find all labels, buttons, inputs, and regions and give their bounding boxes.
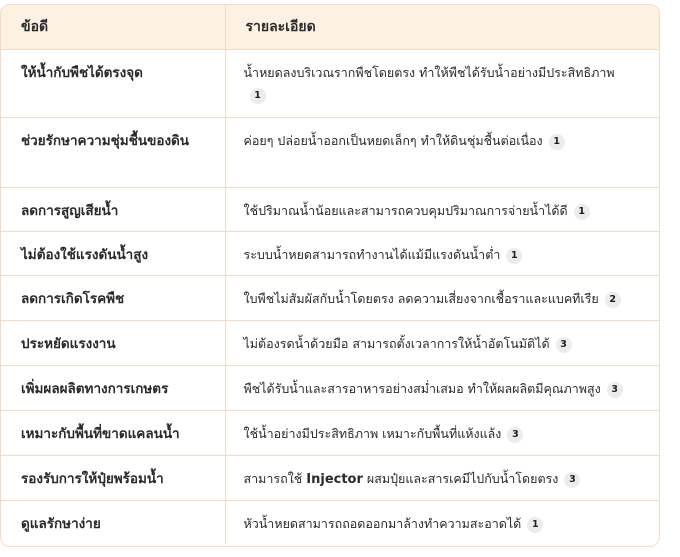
table-row xyxy=(1,117,659,187)
row-detail xyxy=(225,455,659,500)
row-detail-text: หัวน้ำหยดสามารถถอดออกมาล้างทำความสะอาดได้ xyxy=(243,515,522,531)
table-row xyxy=(1,410,659,455)
column-header-detail: รายละเอียด xyxy=(225,5,659,49)
row-detail-text: พืชได้รับน้ำและสารอาหารอย่างสม่ำเสมอ ทำให้ผลผลิตมีคุณภาพสูง xyxy=(243,380,601,396)
citation-badge[interactable]: 2 xyxy=(605,292,621,308)
row-detail xyxy=(225,275,659,320)
table-row xyxy=(1,187,659,231)
row-topic: เพิ่มผลผลิตทางการเกษตร xyxy=(1,365,225,410)
row-detail-prefix: สามารถใช้ xyxy=(243,470,303,486)
row-detail-text: ค่อยๆ ปล่อยน้ำออกเป็นหยดเล็กๆ ทำให้ดินชุ่มชื้นต่อเนื่อง xyxy=(243,132,543,148)
table-header-row xyxy=(1,5,659,49)
citation-badge[interactable]: 3 xyxy=(556,337,572,353)
citation-badge[interactable]: 3 xyxy=(607,382,623,398)
row-detail-text: ไม่ต้องรดน้ำด้วยมือ สามารถตั้งเวลาการให้น้ำอัตโนมัติได้ xyxy=(243,335,550,351)
row-detail-text: ใช้น้ำอย่างมีประสิทธิภาพ เหมาะกับพื้นที่แห้งแล้ง xyxy=(243,425,502,441)
row-topic: ลดการเกิดโรคพืช xyxy=(1,275,225,320)
advantages-table xyxy=(0,4,660,547)
row-detail-text: น้ำหยดลงบริเวณรากพืชโดยตรง ทำให้พืชได้รับน้ำอย่างมีประสิทธิภาพ xyxy=(243,64,615,80)
table-row xyxy=(1,320,659,365)
table-row xyxy=(1,231,659,275)
table-row xyxy=(1,365,659,410)
row-topic: ดูแลรักษาง่าย xyxy=(21,515,101,532)
row-detail-text: ใบพืชไม่สัมผัสกับน้ำโดยตรง ลดความเสี่ยงจากเชื้อราและแบคทีเรีย xyxy=(243,290,599,306)
table-row xyxy=(1,455,659,500)
row-detail-text: ระบบน้ำหยดสามารถทำงานได้แม้มีแรงดันน้ำต่ำ xyxy=(243,246,501,262)
table-row xyxy=(1,500,659,544)
row-detail xyxy=(225,231,659,275)
row-detail-text: ใช้ปริมาณน้ำน้อยและสามารถควบคุมปริมาณการจ่ายน้ำได้ดี xyxy=(243,202,568,218)
row-detail xyxy=(225,365,659,410)
row-topic: รองรับการให้ปุ๋ยพร้อมน้ำ xyxy=(1,455,225,500)
citation-badge[interactable]: 1 xyxy=(506,248,522,264)
column-header-topic: ข้อดี xyxy=(1,5,225,49)
row-topic: ไม่ต้องใช้แรงดันน้ำสูง xyxy=(1,231,225,275)
citation-badge[interactable]: 1 xyxy=(574,204,590,220)
row-detail xyxy=(225,117,659,187)
row-topic: ลดการสูญเสียน้ำ xyxy=(1,187,225,231)
citation-badge[interactable]: 1 xyxy=(527,517,543,533)
row-detail-suffix: ผสมปุ๋ยและสารเคมีไปกับน้ำโดยตรง xyxy=(366,470,559,486)
row-topic: ช่วยรักษาความชุ่มชื้นของดิน xyxy=(1,117,225,187)
table-row xyxy=(1,49,659,117)
citation-badge[interactable]: 3 xyxy=(564,472,580,488)
advantages-table-grid xyxy=(1,5,659,544)
row-topic: เหมาะกับพื้นที่ขาดแคลนน้ำ xyxy=(1,410,225,455)
row-detail xyxy=(225,49,659,117)
row-topic: ประหยัดแรงงาน xyxy=(1,320,225,365)
row-detail xyxy=(225,187,659,231)
citation-badge[interactable]: 3 xyxy=(507,427,523,443)
row-topic: ให้น้ำกับพืชได้ตรงจุด xyxy=(1,49,225,117)
row-detail xyxy=(225,320,659,365)
row-detail xyxy=(225,410,659,455)
table-row xyxy=(1,275,659,320)
injector-term: Injector xyxy=(306,471,363,487)
row-detail xyxy=(225,500,659,544)
citation-badge[interactable]: 1 xyxy=(250,88,266,104)
citation-badge[interactable]: 1 xyxy=(549,134,565,150)
